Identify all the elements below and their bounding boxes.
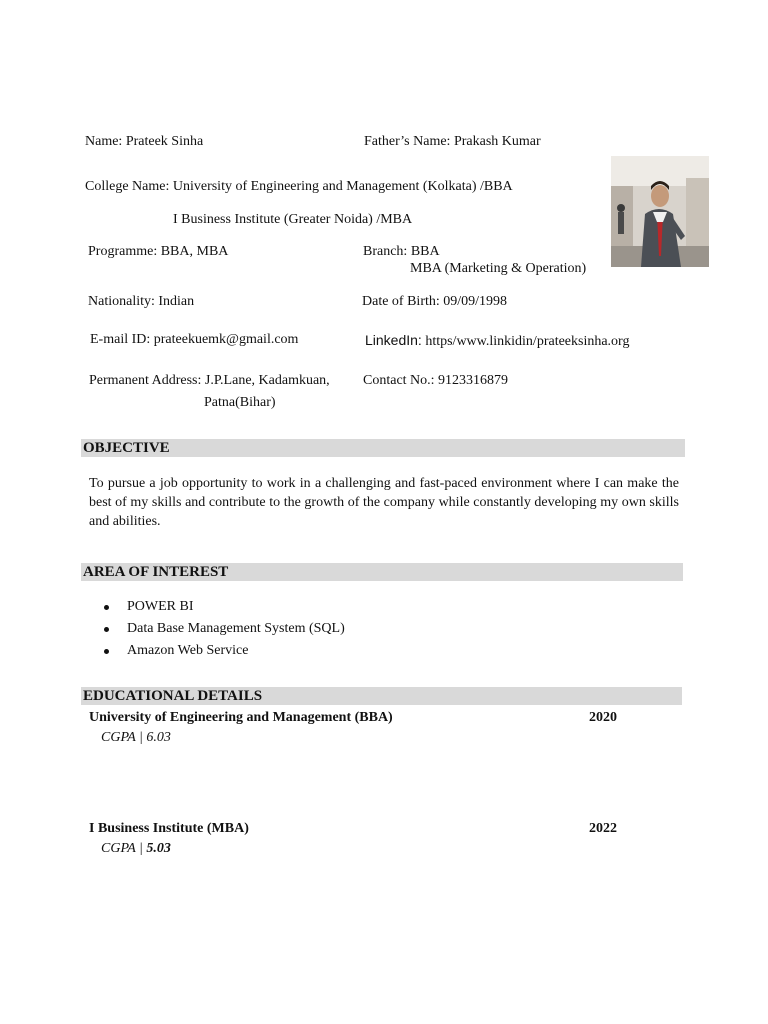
- cgpa-label: CGPA |: [101, 730, 147, 745]
- linkedin-field: [365, 332, 629, 350]
- branch-field: Branch: BBA: [363, 244, 440, 259]
- education-cgpa: [101, 841, 171, 857]
- interest-list: [104, 597, 345, 663]
- education-cgpa: [101, 730, 171, 746]
- address-field: Permanent Address: J.P.Lane, Kadamkuan,: [89, 373, 330, 388]
- dob-field: Date of Birth: 09/09/1998: [362, 294, 508, 309]
- education-year: 2022: [589, 821, 617, 836]
- email-field: E-mail ID: prateekuemk@gmail.com: [90, 332, 299, 347]
- bullet-icon: [104, 627, 109, 632]
- branch-field-line2: MBA (Marketing & Operation): [410, 261, 587, 276]
- linkedin-label: LinkedIn:: [365, 332, 422, 348]
- cgpa-value: 6.03: [146, 730, 171, 745]
- area-of-interest-heading: AREA OF INTEREST: [81, 563, 683, 581]
- list-item: [104, 597, 345, 619]
- education-year: 2020: [589, 710, 617, 725]
- college-name-line1: College Name: University of Engineering and Management (Kolkata) /BBA: [85, 179, 513, 194]
- interest-label: Data Base Management System (SQL): [127, 621, 345, 636]
- list-item: [104, 641, 345, 663]
- linkedin-link[interactable]: https/www.linkidin/prateeksinha.org: [421, 334, 630, 349]
- college-name-line2: I Business Institute (Greater Noida) /MBA: [173, 212, 413, 227]
- profile-photo-image: [611, 156, 709, 267]
- educational-details-heading: EDUCATIONAL DETAILS: [81, 687, 682, 705]
- profile-photo: [611, 156, 709, 267]
- contact-field: Contact No.: 9123316879: [363, 373, 509, 388]
- cgpa-value: 5.03: [146, 841, 171, 856]
- name-field: Name: Prateek Sinha: [85, 134, 204, 149]
- cgpa-label: CGPA |: [101, 841, 147, 856]
- objective-heading: OBJECTIVE: [81, 439, 685, 457]
- interest-label: Amazon Web Service: [127, 643, 249, 658]
- objective-text: To pursue a job opportunity to work in a challenging and fast-paced environment where I can make the best of my skills and contribute to the growth of the company while constantly developing my own skills and abilities.: [89, 476, 679, 529]
- bullet-icon: [104, 649, 109, 654]
- interest-label: POWER BI: [127, 599, 194, 614]
- bullet-icon: [104, 605, 109, 610]
- education-institution: University of Engineering and Management (BBA): [89, 710, 393, 725]
- father-name-field: Father’s Name: Prakash Kumar: [364, 134, 541, 149]
- list-item: [104, 619, 345, 641]
- programme-field: Programme: BBA, MBA: [88, 244, 229, 259]
- address-field-line2: Patna(Bihar): [204, 395, 276, 410]
- nationality-field: Nationality: Indian: [88, 294, 195, 309]
- education-institution: I Business Institute (MBA): [89, 821, 249, 836]
